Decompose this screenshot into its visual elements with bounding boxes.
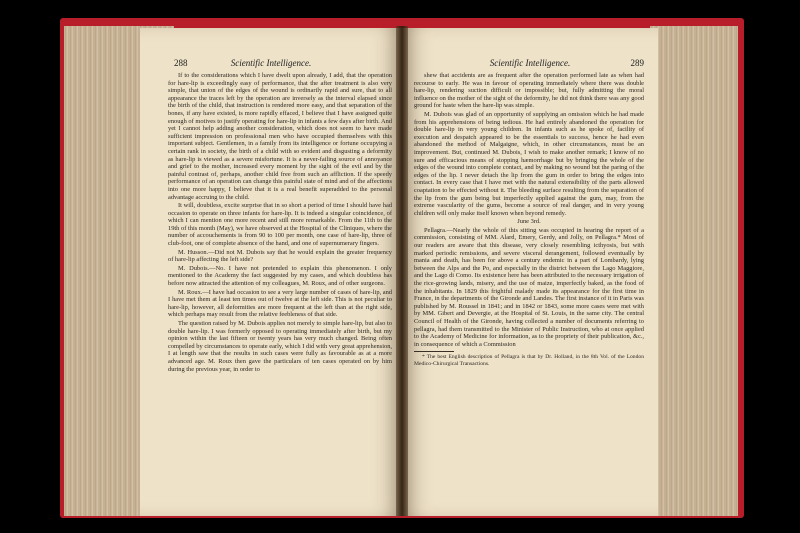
paragraph: M. Husson.—Did not M. Dubois say that he would explain the greater frequency of hare-lip affecting the left side? (168, 248, 392, 264)
paragraph: If to the considerations which I have dwelt upon already, I add, that the operation for hare-lip is exceedingly easy of performance, that the after treatment is also very simple, that union of the edges of the wound is ordinarily rapid and sure, that to all appearance the traces left by the operation are inversely as the interval elapsed since the birth of the child, that instruction is rendered more easy, and that separation of the bones, if any have existed, is more rapidly effaced, I believe that I have assigned quite enough of motives to justify operating for hare-lip in infants a few days after birth. And yet I cannot help adding another consideration, which does not seem to have made sufficient impression on professional men who have occupied themselves with this important subject. Gentlemen, in a family from its intelligence or fortune occupying a certain rank in society, the birth of a child with so evident and disgusting a deformity as hare-lip is viewed as a severe misfortune. It is a never-failing source of annoyance and grief to the mother, increased every moment by the sight of the evil and by the painful contrast of, perhaps, another child free from such an affliction. If the speedy performance of an operation can change this painful state of mind and of the affections into one more happy, I believe that it is a real benefit superadded to the personal advantage accruing to the child. (168, 72, 392, 201)
page-number: 289 (630, 58, 644, 68)
paragraph: shew that accidents are as frequent after the operation performed late as when had recourse to early. He was in favour of operating immediately where there was double hare-lip, rendering suction difficult or impossible; but, fully admitting the moral influence on the mother of the sight of the deformity, he did not think there was any good ground for haste when the hare-lip was simple. (414, 72, 644, 110)
left-page-header (140, 58, 402, 70)
paragraph: The question raised by M. Dubois applies not merely to simple hare-lip, but also to double hare-lip. I was formerly opposed to operating immediately after birth, but my opinion within the last fifteen or twenty years has very much changed. Being often compelled by circumstances to operate early, which I did with very great apprehension, I at length saw that the results in such cases were fully as favourable as at a more advanced age. M. Roux then gave the particulars of ten cases operated on by him during the previous year, in order to (168, 320, 392, 373)
page-edges-right (650, 26, 738, 516)
footnote-rule (414, 351, 454, 352)
left-page-text (168, 72, 392, 374)
paragraph: M. Dubois.—No. I have not pretended to explain this phenomenon. I only mentioned to the Academy the fact suggested by my cases, and which doubtless has before now attracted the attention of my colleagues, M. Roux, and of other surgeons. (168, 264, 392, 288)
book-gutter (396, 26, 408, 516)
right-page-text (414, 72, 644, 369)
footnote (414, 354, 644, 367)
paragraph: Pellagra.—Nearly the whole of this sitting was occupied in hearing the report of a commission, consisting of MM. Alard, Emery, Gerdy, and Jolly, on Pellagra.* Most of our readers are aware that this disease, very closely resembling icthyosis, but with marked periodic remissions, and severe visceral derangement, followed eventually by mania and death, has been for above a century endemic in a part of Lombardy, lying between the Alps and the Po, and especially in the district between the Lago Maggiore, and the Lago di Como. Its existence here has been attributed to the necessary irrigation of the rice-growing lands, misery, and the use of maize, imperfectly baked, as the food of the inhabitants. In 1829 this frightful malady made its appearance for the first time in France, in the departments of the Gironde and Landes. The first instance of it in Paris was published by M. Roussel in 1841; and in 1842 or 1843, some more cases were met with by MM. Gibert and Devergie, at the Hospital of St. Louis, in the same city. The central Council of Health of the Gironde, having collected a number of documents referring to pellagra, had them transmitted to the Minister of Public Instruction, who at once applied to the Academy of Medicine for information, as to the propriety of their publication, &c., in consequence of which a Commission (414, 226, 644, 348)
running-title: Scientific Intelligence. (230, 58, 312, 68)
date-heading: June 3rd. (517, 218, 541, 226)
left-page (140, 28, 402, 516)
running-title: Scientific Intelligence. (489, 58, 571, 68)
right-page-header (402, 58, 658, 70)
page-number: 288 (174, 58, 188, 68)
paragraph: It will, doubtless, excite surprise that in so short a period of time I should have had occasion to operate on three infants for hare-lip. It is indeed a singular coincidence, of which I can mention one more recent and still more remarkable. From the 11th to the 19th of this month (May), we have observed at the Hospital of the Cliniques, where the number of accouchements is from 90 to 100 per month, one case of hare-lip, three of club-foot, one of complete absence of the hand, and one of supernumerary fingers. (168, 202, 392, 248)
right-page (402, 28, 658, 516)
paragraph: M. Roux.—I have had occasion to see a very large number of cases of hare-lip, and I have met them at least ten times out of twelve at the left side. This is not peculiar to hare-lip, however, all deformities are more frequent at the left than at the right side, which perhaps may result from the relative feebleness of that side. (168, 288, 392, 319)
paragraph: M. Dubois was glad of an opportunity of supplying an omission which he had made from his apprehensions of being tedious. He had entirely abandoned the operation for double hare-lip in very young children. In infants such as he spoke of, facility of execution and despatch appeared to be the essentials to success, hence he had even abandoned the method of Malgaigne, which, in other circumstances, must be an improvement. But, continued M. Dubois, I wish to make another remark; I know of no sure and efficacious means of stopping hæmorrhage but by bringing the whole of the edges of the wound into complete contact, and by making no wound but the paring of the edges of the lip. I never detach the lip from the gum in order to bring the edges into contact. In every case that I have met with the natural extensibility of the parts allowed coaptation to be effected without it. The bleeding surface resulting from the separation of the lip from the gum being but imperfectly applied against the gum, may, from the extreme vascularity of the gums, become a source of real danger, and in very young children will only make itself known when beyond remedy. (414, 110, 644, 217)
footnote-text: * The best English description of Pellagra is that by Dr. Holland, in the 8th Vol. of the London Medico-Chirurgical Transactions. (414, 354, 644, 367)
